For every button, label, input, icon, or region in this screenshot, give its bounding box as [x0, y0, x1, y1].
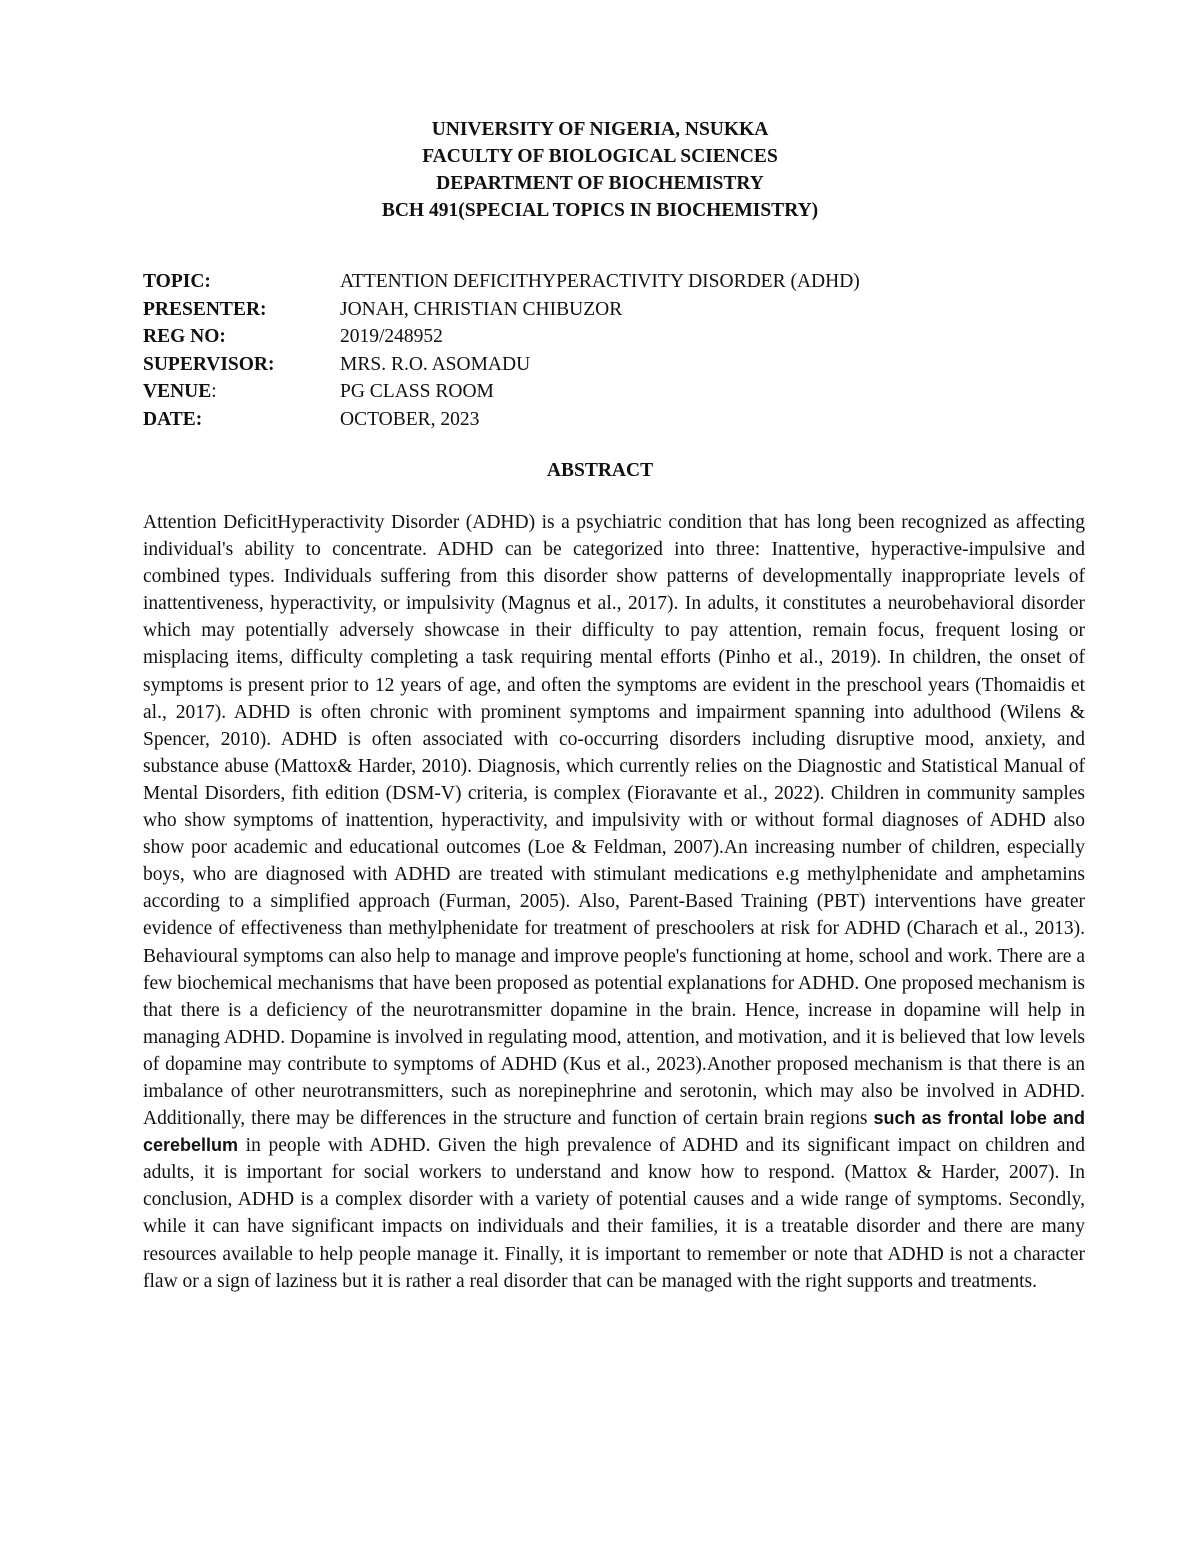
date-label: DATE:: [143, 408, 203, 430]
info-row-regno: [143, 323, 1063, 351]
faculty-name: FACULTY OF BIOLOGICAL SCIENCES: [422, 146, 778, 167]
abstract-heading: ABSTRACT: [546, 460, 654, 481]
presenter-value: JONAH, CHRISTIAN CHIBUZOR: [340, 298, 623, 320]
regno-label: REG NO:: [143, 326, 226, 348]
presentation-info: [143, 268, 1063, 434]
abstract-paragraph: [143, 509, 1085, 1295]
info-row-supervisor: [143, 351, 1063, 379]
venue-value: PG CLASS ROOM: [340, 381, 494, 403]
abstract-text-highlight: such as frontal lobe and cerebellum: [143, 1108, 1085, 1156]
abstract-text-part2: in people with ADHD. Given the high prevalence of ADHD and its significant impact on children and adults, it is important for social workers to understand and know how to respond. (Mattox & Harder, 2007). In conclusion, ADHD is a complex disorder with a variety of potential causes and a wide range of symptoms. Secondly, while it can have significant impacts on individuals and their families, it is a treatable disorder and there are many resources available to help people manage it. Finally, it is important to remember or note that ADHD is not a character flaw or a sign of laziness but it is rather a real disorder that can be managed with the right supports and treatments.: [143, 1135, 1085, 1292]
document-header: [0, 116, 1200, 224]
venue-label: VENUE: [143, 381, 212, 403]
venue-colon: :: [211, 381, 217, 403]
info-row-date: [143, 406, 1063, 434]
course-title: BCH 491(SPECIAL TOPICS IN BIOCHEMISTRY): [381, 200, 819, 221]
university-name: UNIVERSITY OF NIGERIA, NSUKKA: [431, 119, 769, 140]
abstract-text-part1: Attention DeficitHyperactivity Disorder (ADHD) is a psychiatric condition that has long been recognized as affecting individual's ability to concentrate. ADHD can be categorized into three: Inattentive, hyperactive-impulsive and combined types. Individuals suffering from this disorder show patterns of developmentally inappropriate levels of inattentiveness, hyperactivity, or impulsivity (Magnus et al., 2017). In adults, it constitutes a neurobehavioral disorder which may potentially adversely showcase in their difficulty to pay attention, remain focus, frequent losing or misplacing items, difficulty completing a task requiring mental efforts (Pinho et al., 2019). In children, the onset of symptoms is present prior to 12 years of age, and often the symptoms are evident in the preschool years (Thomaidis et al., 2017). ADHD is often chronic with prominent symptoms and impairment spanning into adulthood (Wilens & Spencer, 2010). ADHD is often associated with co-occurring disorders including disruptive mood, anxiety, and substance abuse (Mattox& Harder, 2010). Diagnosis, which currently relies on the Diagnostic and Statistical Manual of Mental Disorders, fith edition (DSM-V) criteria, is complex (Fioravante et al., 2022). Children in community samples who show symptoms of inattention, hyperactivity, and impulsivity with or without formal diagnoses of ADHD also show poor academic and educational outcomes (Loe & Feldman, 2007).An increasing number of children, especially boys, who are diagnosed with ADHD are treated with stimulant medications e.g methylphenidate and amphetamins according to a simplified approach (Furman, 2005). Also, Parent-Based Training (PBT) interventions have greater evidence of effectiveness than methylphenidate for treatment of preschoolers at risk for ADHD (Charach et al., 2013). Behavioural symptoms can also help to manage and improve people's functioning at home, school and work. There are a few biochemical mechanisms that have been proposed as potential explanations for ADHD. One proposed mechanism is that there is a deficiency of the neurotransmitter dopamine in the brain. Hence, increase in dopamine will help in managing ADHD. Dopamine is involved in regulating mood, attention, and motivation, and it is believed that low levels of dopamine may contribute to symptoms of ADHD (Kus et al., 2023).Another proposed mechanism is that there is an imbalance of other neurotransmitters, such as norepinephrine and serotonin, which may also be involved in ADHD. Additionally, there may be differences in the structure and function of certain brain regions: [143, 512, 1085, 1130]
regno-value: 2019/248952: [340, 326, 443, 348]
topic-label: TOPIC:: [143, 271, 211, 292]
department-name: DEPARTMENT OF BIOCHEMISTRY: [436, 173, 764, 194]
info-row-venue: [143, 378, 1063, 406]
venue-label-cell: [143, 378, 340, 406]
date-value: OCTOBER, 2023: [340, 408, 480, 430]
info-row-topic: [143, 268, 1063, 296]
info-row-presenter: [143, 296, 1063, 324]
supervisor-label: SUPERVISOR:: [143, 353, 275, 375]
supervisor-value: MRS. R.O. ASOMADU: [340, 353, 531, 375]
topic-value: ATTENTION DEFICITHYPERACTIVITY DISORDER (ADHD): [340, 271, 860, 292]
presenter-label: PRESENTER:: [143, 298, 267, 320]
